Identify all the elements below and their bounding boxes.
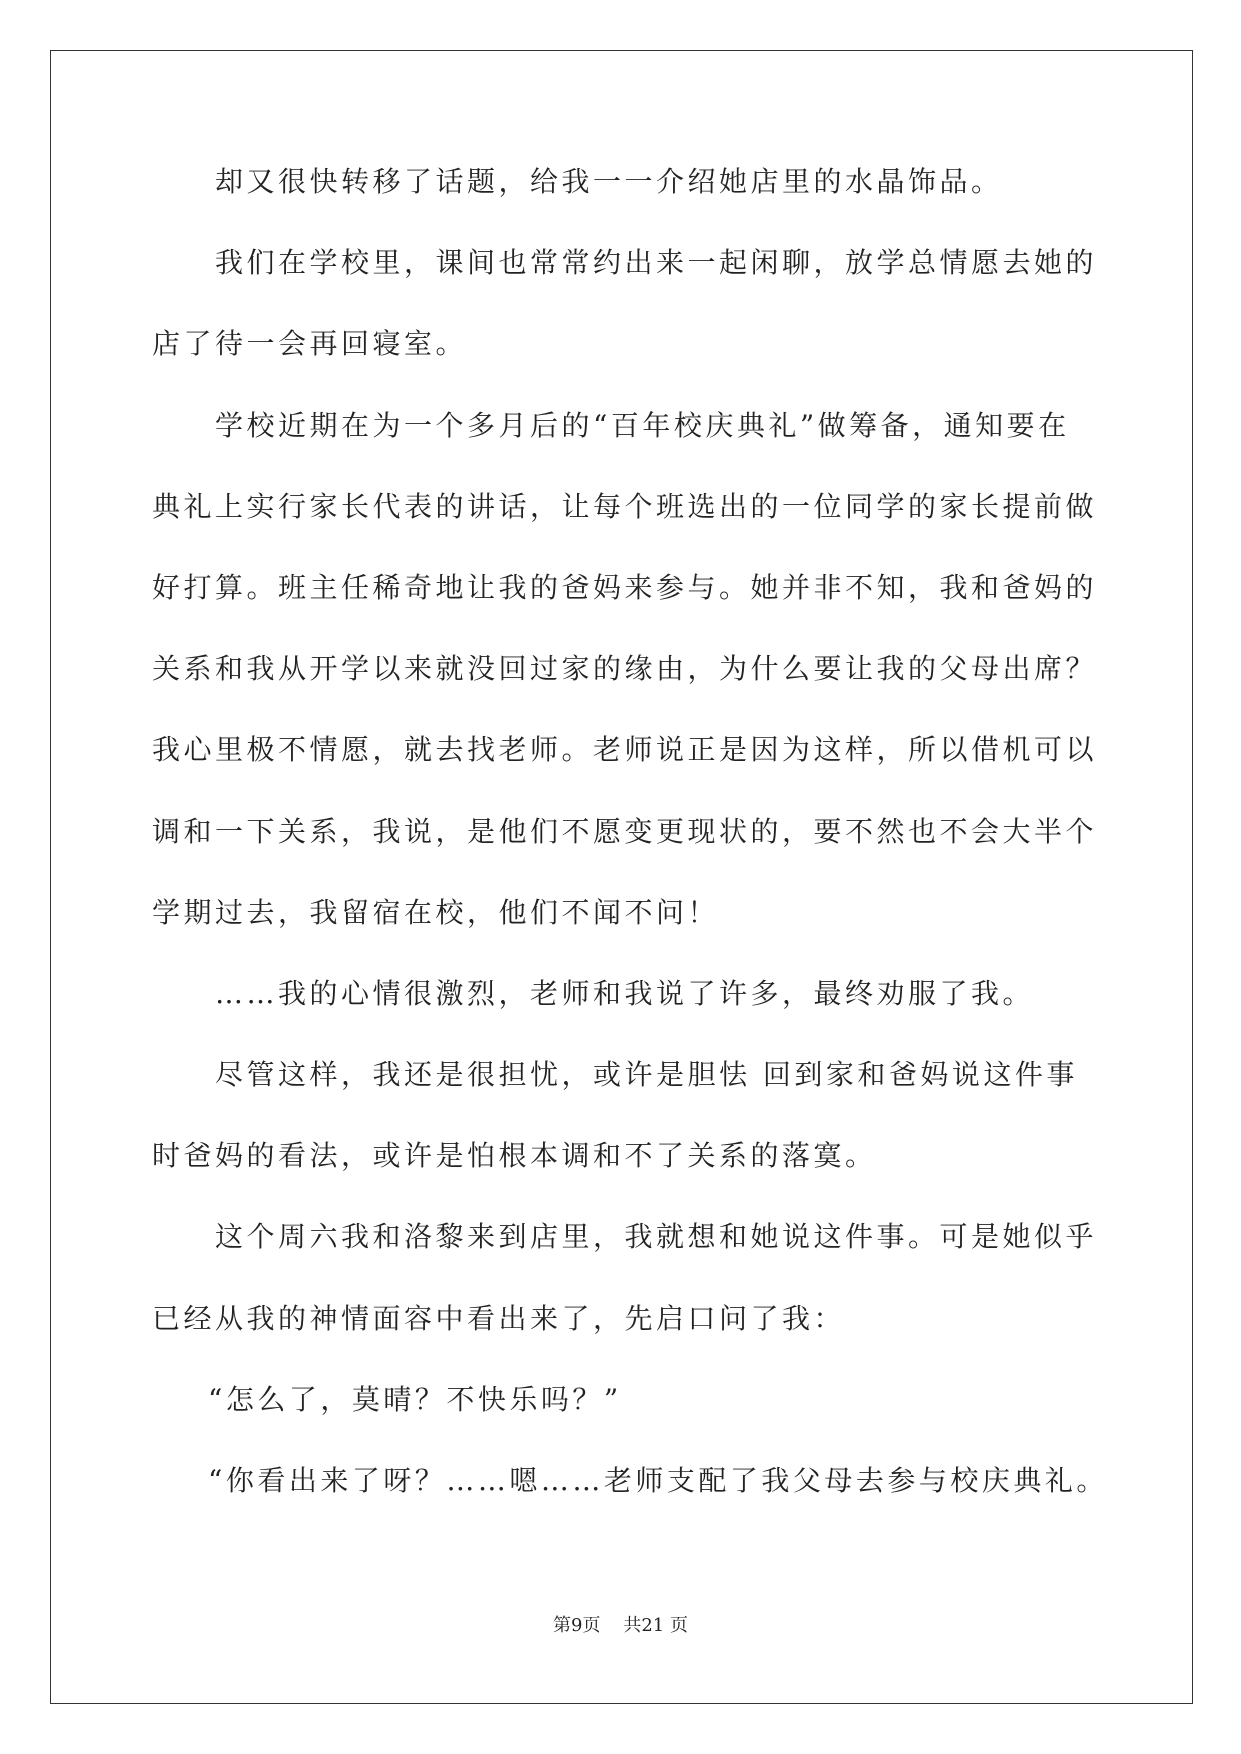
- total-prefix: 共: [623, 1615, 642, 1636]
- text-line: 这个周六我和洛黎来到店里，我就想和她说这件事。可是她似乎: [215, 1220, 1098, 1254]
- text-line: 调和一下关系，我说，是他们不愿变更现状的，要不然也不会大半个: [152, 814, 1098, 848]
- text-line: 典礼上实行家长代表的讲话，让每个班选出的一位同学的家长提前做: [152, 489, 1098, 523]
- document-body: [152, 162, 1108, 1542]
- text-line: 却又很快转移了话题，给我一一介绍她店里的水晶饰品。: [215, 165, 1003, 198]
- text-line: “怎么了，莫晴？不快乐吗？”: [208, 1382, 622, 1416]
- page-footer: [0, 1614, 1241, 1638]
- text-line: 学期过去，我留宿在校，他们不闻不问！: [152, 895, 720, 929]
- text-line: 好打算。班主任稀奇地让我的爸妈来参与。她并非不知，我和爸妈的: [152, 570, 1098, 604]
- text-line: 时爸妈的看法，或许是怕根本调和不了关系的落寞。: [152, 1139, 877, 1173]
- text-line: 尽管这样，我还是很担忧，或许是胆怯 回到家和爸妈说这件事: [215, 1058, 1078, 1092]
- page-suffix: 页: [582, 1615, 601, 1636]
- page-total: 21: [641, 1615, 665, 1636]
- text-line: “你看出来了呀？……嗯……老师支配了我父母去参与校庆典礼。: [208, 1464, 1108, 1497]
- text-line: 学校近期在为一个多月后的“百年校庆典礼”做筹备，通知要在: [215, 408, 1070, 442]
- text-line: 已经从我的神情面容中看出来了，先启口问了我：: [152, 1301, 846, 1335]
- text-line: 关系和我从开学以来就没回过家的缘由，为什么要让我的父母出席？: [152, 652, 1098, 686]
- page-current: 9: [571, 1615, 583, 1636]
- text-line: 店了待一会再回寝室。: [152, 327, 468, 361]
- total-suffix: 页: [669, 1615, 688, 1636]
- page-prefix: 第: [553, 1615, 571, 1636]
- text-line: 我心里极不情愿，就去找老师。老师说正是因为这样，所以借机可以: [152, 733, 1098, 767]
- text-line: ……我的心情很激烈，老师和我说了许多，最终劝服了我。: [215, 976, 1035, 1010]
- text-line: 我们在学校里，课间也常常约出来一起闲聊，放学总情愿去她的: [215, 246, 1098, 280]
